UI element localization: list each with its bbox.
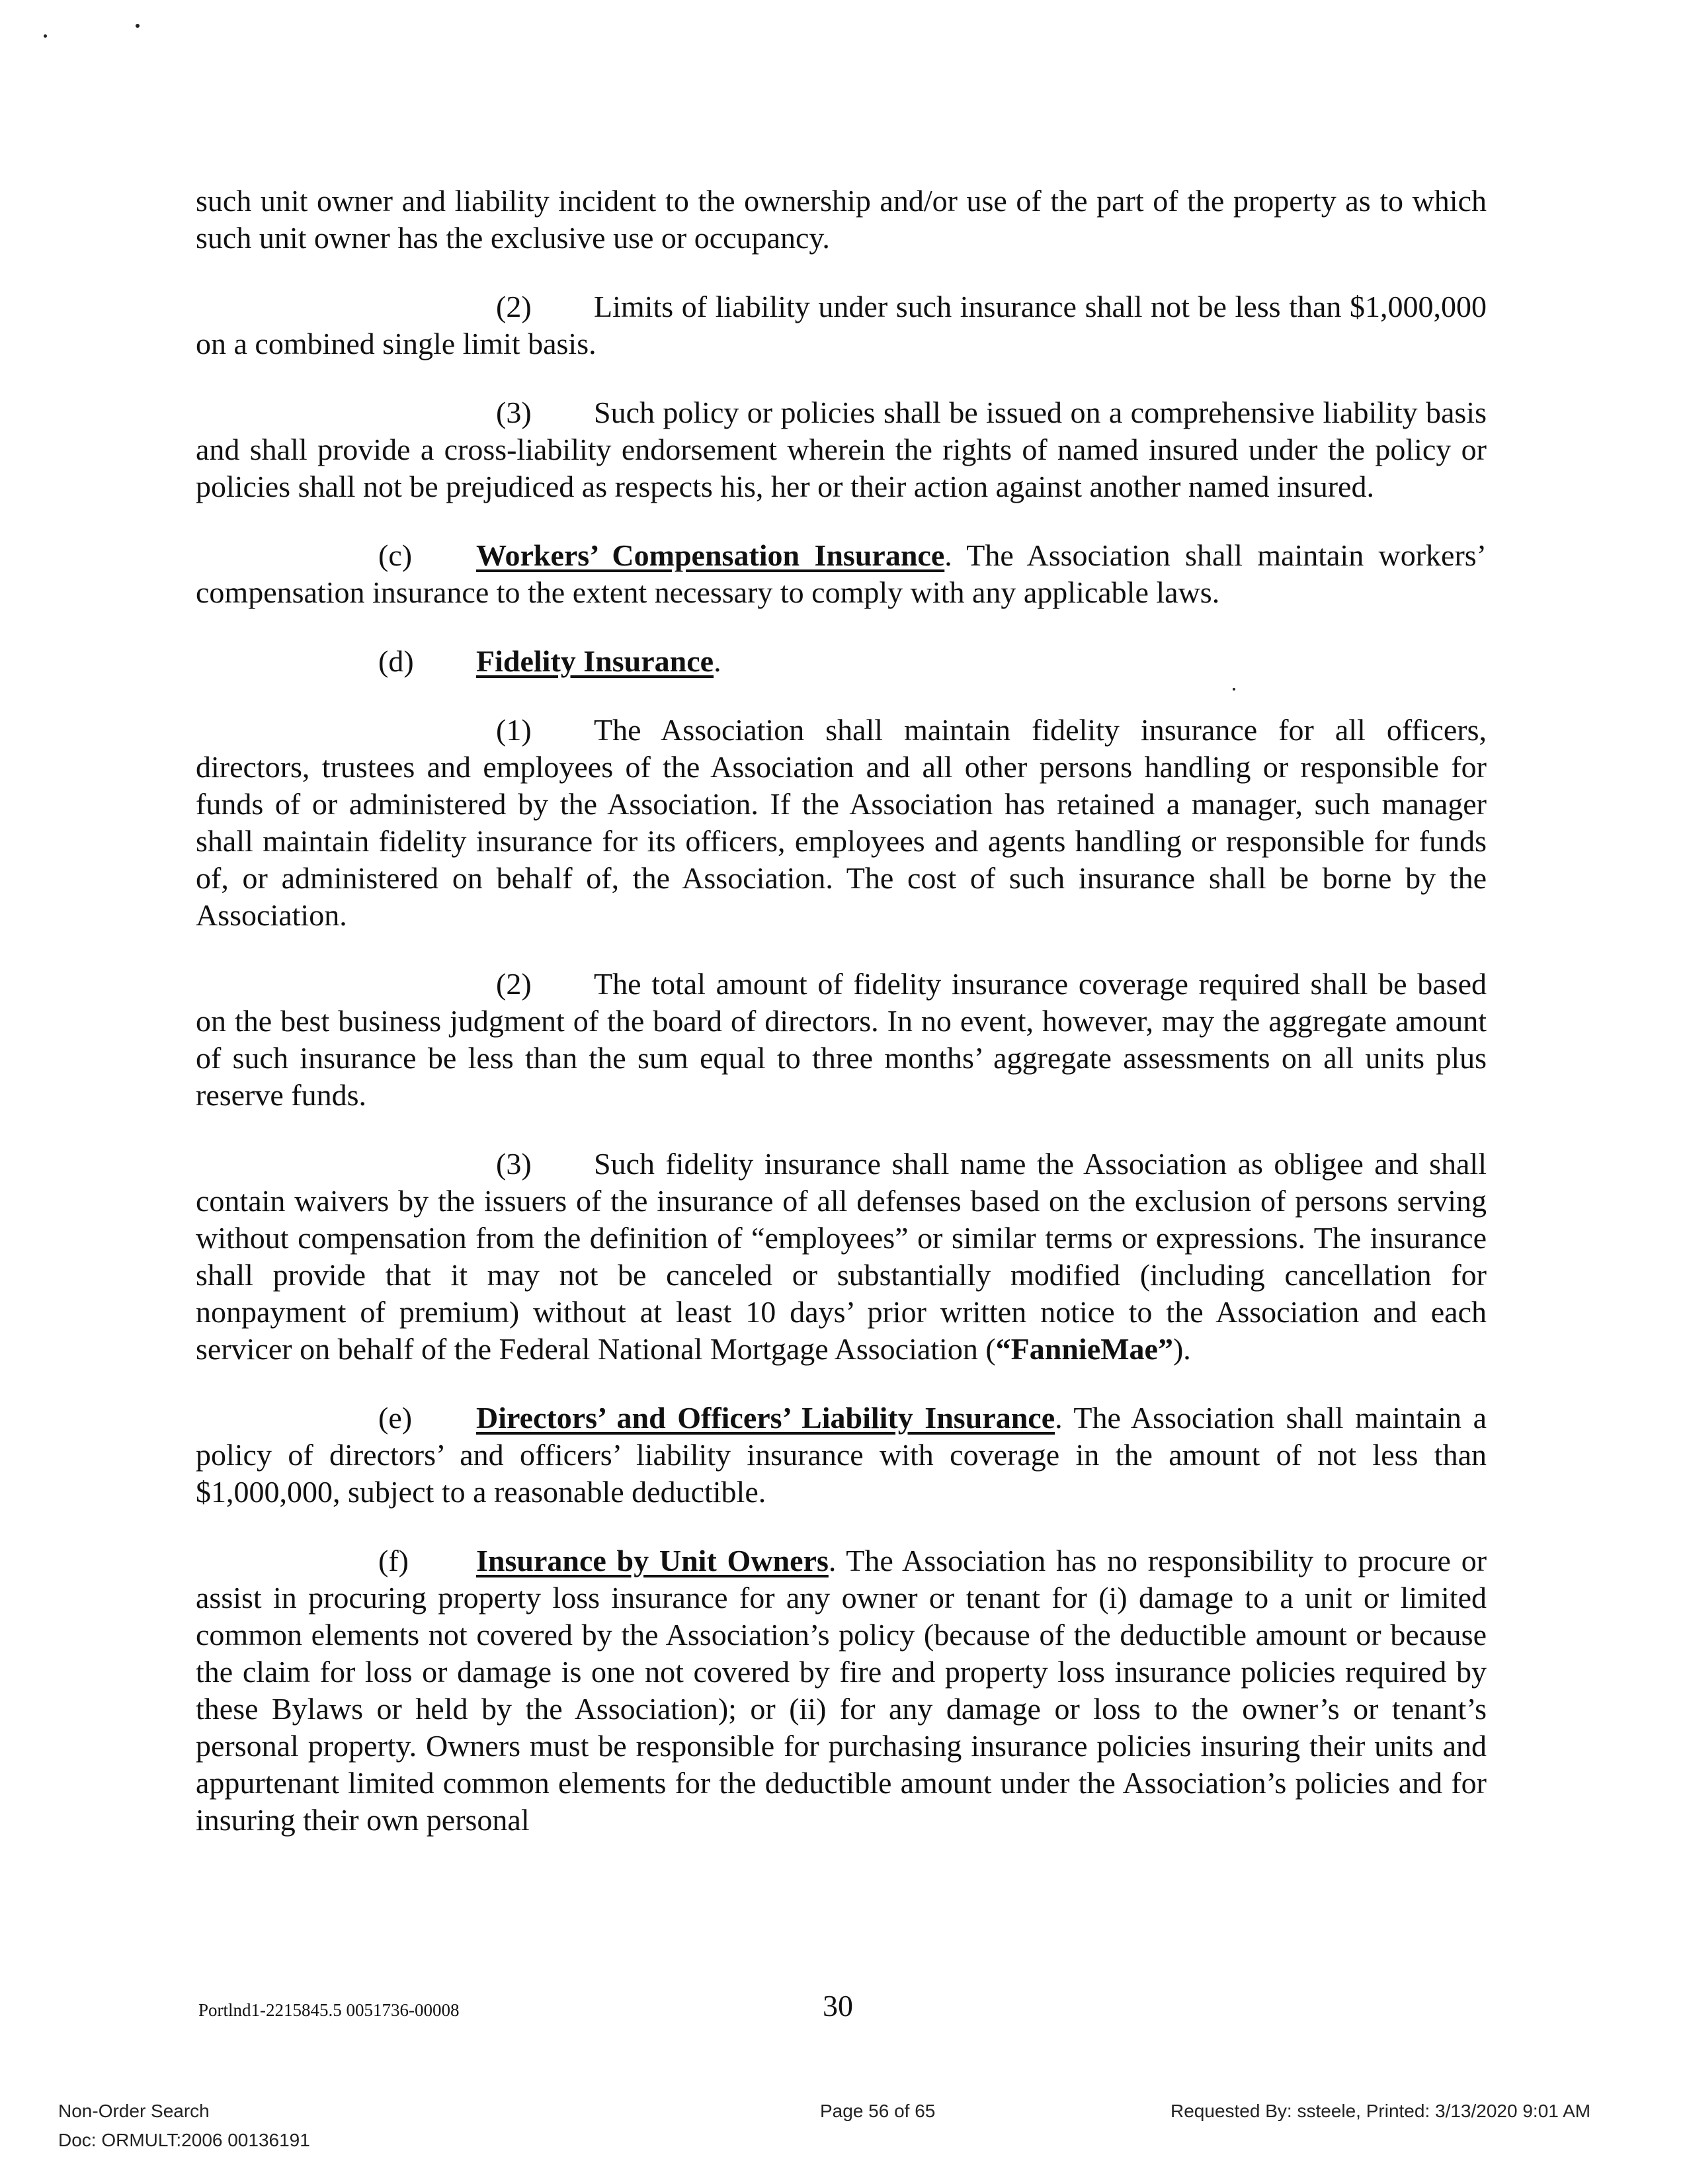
scan-artifact-dot <box>136 24 140 28</box>
paragraph-b2: (2) Limits of liability under such insurance shall not be less than $1,000,000 on a combined single limit basis. <box>196 290 1487 360</box>
section-label: (e) <box>378 1401 413 1435</box>
scan-artifact-dot <box>44 34 47 38</box>
stamp-search-type: Non-Order Search <box>58 2101 210 2121</box>
paragraph-b3: (3) Such policy or policies shall be issued on a comprehensive liability basis and shall provide a cross-liability endorsement wherein the rights of named insured under the policy or policies shall not be prejudiced as respects his, her or their action against another named insured. <box>196 396 1487 503</box>
document-id: Portlnd1-2215845.5 0051736-00008 <box>198 2000 460 2020</box>
document-body <box>196 183 1487 1870</box>
stamp-requested-by: Requested By: ssteele, Printed: 3/13/2020 9:01 AM <box>1171 2101 1591 2121</box>
paragraph-d: (d) Fidelity Insurance. <box>196 643 1487 680</box>
section-label: (f) <box>378 1544 409 1577</box>
item-number: (3) <box>496 396 532 429</box>
section-heading: Insurance by Unit Owners <box>476 1544 829 1577</box>
paragraph-d3: (3) Such fidelity insurance shall name the Association as obligee and shall contain waivers by the issuers of the insurance of all defenses based on the exclusion of persons serving without compensation from the definition of “employees” or similar terms or expressions. The insurance shall provide that it may not be canceled or substantially modified (including cancellation for nonpayment of premium) without at least 10 days’ prior written notice to the Association and each servicer on behalf of the Federal National Mortgage Association (“FannieMae”). <box>196 1147 1487 1366</box>
section-heading: Fidelity Insurance <box>476 644 714 678</box>
defined-term: “FannieMae” <box>995 1332 1173 1366</box>
stamp-doc-ref: Doc: ORMULT:2006 00136191 <box>58 2130 310 2150</box>
page-number: 30 <box>823 1989 853 2023</box>
paragraph-d2: (2) The total amount of fidelity insurance coverage required shall be based on the best business judgment of the board of directors. In no event, however, may the aggregate amount of such insurance be less than the sum equal to three months’ aggregate assessments on all units plus reserve funds. <box>196 967 1487 1112</box>
item-number: (2) <box>496 290 532 323</box>
stamp-page-count: Page 56 of 65 <box>820 2101 936 2121</box>
section-heading: Workers’ Compensation Insurance <box>476 538 945 572</box>
section-heading: Directors’ and Officers’ Liability Insurance <box>476 1401 1055 1435</box>
paragraph-e: (e) Directors’ and Officers’ Liability Insurance. The Association shall maintain a policy of directors’ and officers’ liability insurance with coverage in the amount of not less than $1,000,000, subject to a reasonable deductible. <box>196 1401 1487 1509</box>
paragraph-continuation: such unit owner and liability incident to the ownership and/or use of the part of the property as to which such unit owner has the exclusive use or occupancy. <box>196 184 1487 255</box>
item-number: (2) <box>496 967 532 1001</box>
section-label: (c) <box>378 538 413 572</box>
item-number: (1) <box>496 713 532 747</box>
section-label: (d) <box>378 644 414 678</box>
paragraph-c: (c) Workers’ Compensation Insurance. The Association shall maintain workers’ compensation insurance to the extent necessary to comply with any applicable laws. <box>196 538 1487 609</box>
paragraph-d1: (1) The Association shall maintain fidelity insurance for all officers, directors, trustees and employees of the Association and all other persons handling or responsible for funds of or administered by the Association. If the Association has retained a manager, such manager shall maintain fidelity insurance for its officers, employees and agents handling or responsible for funds of, or administered on behalf of, the Association. The cost of such insurance shall be borne by the Association. <box>196 713 1487 932</box>
paragraph-f: (f) Insurance by Unit Owners. The Association has no responsibility to procure or assist in procuring property loss insurance for any owner or tenant for (i) damage to a unit or limited common elements not covered by the Association’s policy (because of the deductible amount or because the claim for loss or damage is one not covered by fire and property loss insurance policies required by these Bylaws or held by the Association); or (ii) for any damage or loss to the owner’s or tenant’s personal property. Owners must be responsible for purchasing insurance policies insuring their units and appurtenant limited common elements for the deductible amount under the Association’s policies and for insuring their own personal <box>196 1544 1487 1837</box>
item-number: (3) <box>496 1147 532 1181</box>
